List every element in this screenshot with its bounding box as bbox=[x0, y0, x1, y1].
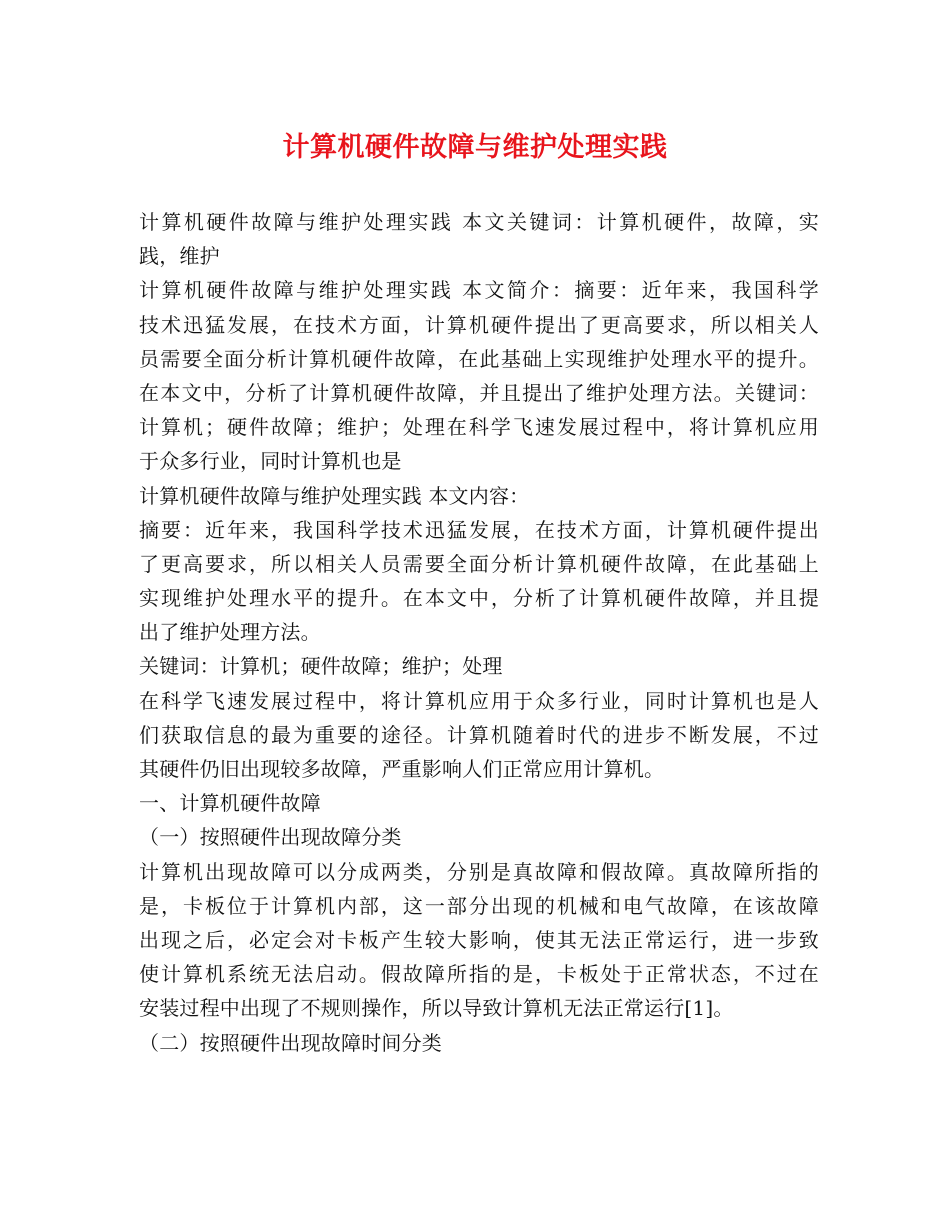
text-line: 计算机；硬件故障；维护；处理在科学飞速发展过程中，将计算机应用 bbox=[139, 415, 819, 440]
text-line: 在本文中，分析了计算机硬件故障，并且提出了维护处理方法。关键词： bbox=[139, 380, 819, 405]
text-line: 在科学飞速发展过程中，将计算机应用于众多行业，同时计算机也是人 bbox=[139, 688, 819, 713]
text-line: 技术迅猛发展，在技术方面，计算机硬件提出了更高要求，所以相关人 bbox=[139, 312, 819, 337]
text-line: （二）按照硬件出现故障时间分类 bbox=[139, 1030, 442, 1055]
text-line: 是，卡板位于计算机内部，这一部分出现的机械和电气故障，在该故障 bbox=[139, 893, 819, 918]
text-line: 员需要全面分析计算机硬件故障，在此基础上实现维护处理水平的提升。 bbox=[139, 346, 819, 371]
text-line: 们获取信息的最为重要的途径。计算机随着时代的进步不断发展，不过 bbox=[139, 722, 819, 747]
document-title: 计算机硬件故障与维护处理实践 bbox=[282, 132, 668, 163]
text-line: （一）按照硬件出现故障分类 bbox=[139, 825, 402, 850]
text-line: 实现维护处理水平的提升。在本文中，分析了计算机硬件故障，并且提 bbox=[139, 586, 819, 611]
text-line: 关键词：计算机；硬件故障；维护；处理 bbox=[139, 654, 503, 679]
text-line: 计算机硬件故障与维护处理实践 本文关键词：计算机硬件，故障，实 bbox=[139, 210, 819, 234]
text-line: 安装过程中出现了不规则操作，所以导致计算机无法正常运行[1]。 bbox=[139, 996, 734, 1021]
text-line: 摘要：近年来，我国科学技术迅猛发展，在技术方面，计算机硬件提出 bbox=[139, 517, 819, 542]
text-line: 其硬件仍旧出现较多故障，严重影响人们正常应用计算机。 bbox=[139, 757, 665, 781]
text-line: 计算机出现故障可以分成两类，分别是真故障和假故障。真故障所指的 bbox=[139, 859, 819, 884]
text-line: 了更高要求，所以相关人员需要全面分析计算机硬件故障，在此基础上 bbox=[139, 551, 819, 576]
text-line: 出了维护处理方法。 bbox=[139, 620, 321, 645]
text-line: 一、计算机硬件故障 bbox=[139, 791, 321, 816]
text-line: 计算机硬件故障与维护处理实践 本文简介：摘要：近年来，我国科学 bbox=[139, 278, 819, 303]
text-line: 计算机硬件故障与维护处理实践 本文内容： bbox=[139, 483, 530, 508]
text-line: 使计算机系统无法启动。假故障所指的是，卡板处于正常状态，不过在 bbox=[139, 962, 819, 987]
text-line: 于众多行业，同时计算机也是 bbox=[139, 449, 402, 474]
document-body bbox=[139, 205, 819, 1060]
text-line: 践，维护 bbox=[139, 244, 220, 269]
text-line: 出现之后，必定会对卡板产生较大影响，使其无法正常运行，进一步致 bbox=[139, 927, 819, 952]
